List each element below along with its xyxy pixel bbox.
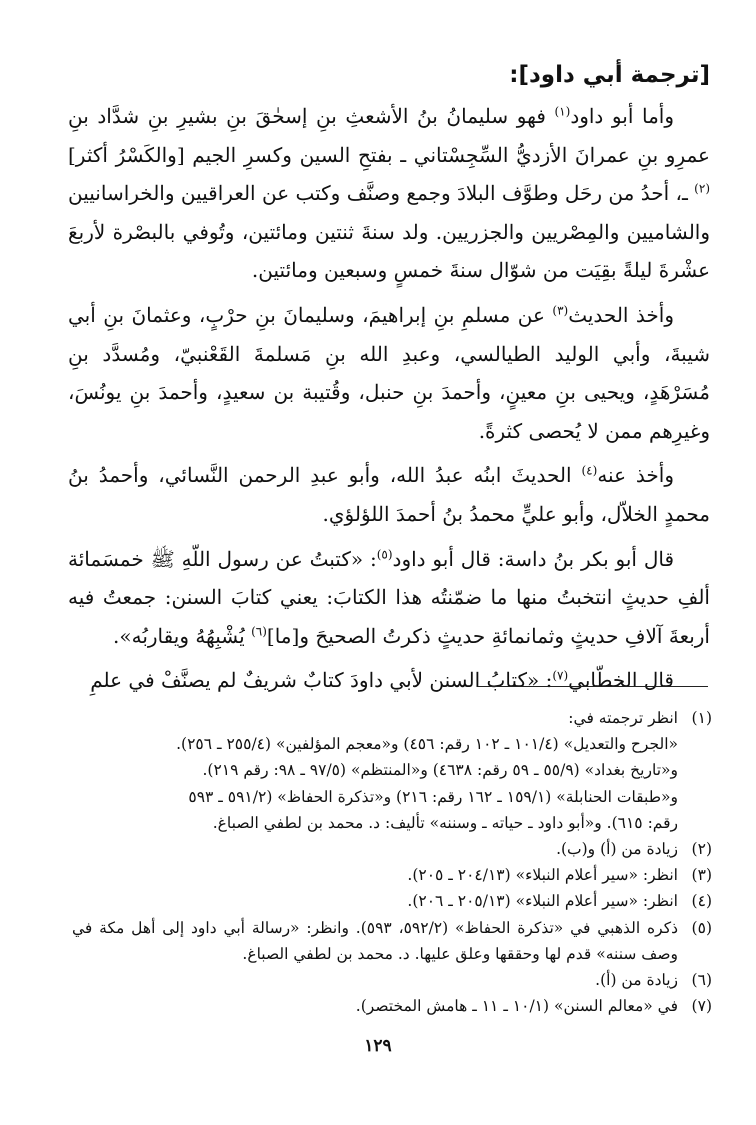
footnote-line: انظر ترجمته في:	[568, 709, 678, 727]
footnote-number: (١)	[691, 709, 712, 727]
footnote-text	[72, 888, 678, 914]
footnote-reference: (٤)	[581, 463, 598, 478]
footnote-reference: (٥)	[376, 546, 393, 561]
paragraph-text: الحديثَ ابنُه عبدُ الله، وأبو عبدِ الرحمن النَّسائي، وأحمدُ بنُ محمدٍ الخلاّل، وأبو عليٍّ محمدُ بنُ أحمدَ اللؤلؤي.	[68, 463, 710, 526]
body-paragraph	[68, 296, 710, 450]
footnote	[72, 967, 712, 993]
paragraph-text: : «كتبتُ عن رسول اللّهِ ﷺ خمسَمائة ألفِ حديثٍ انتخبتُ منها ما ضمّنتُه هذا الكتابَ: يعني كتابَ السنن: جمعتُ فيه أربعةَ آلافِ حديثٍ وثمانمائةِ حديثٍ ذكرتُ الصحيحَ و[ما]	[68, 546, 710, 648]
footnotes	[72, 705, 712, 1019]
paragraph-text: قال الخطّابي	[568, 668, 674, 693]
footnote-line: و«طبقات الحنابلة» (١٥٩/١ ـ ١٦٢ رقم: ٢١٦) و«تذكرة الحفاظ» (٥٩١/٢ ـ ٥٩٣	[188, 787, 678, 806]
body-paragraph	[68, 661, 710, 700]
footnote-line: انظر: «سير أعلام النبلاء» (٢٠٤/١٣ ـ ٢٠٥).	[407, 866, 678, 885]
footnote-line: زيادة من (أ) و(ب).	[556, 840, 678, 859]
footnote-text	[72, 705, 678, 836]
footnote-reference: (٢)	[694, 181, 710, 196]
paragraph-text: وأما أبو داود	[570, 104, 675, 128]
footnote-text	[72, 915, 678, 967]
footnote-number: (٥)	[691, 918, 712, 937]
footnote	[72, 888, 712, 914]
paragraph-text: قال أبو بكر بنُ داسة: قال أبو داود	[392, 546, 675, 571]
footnote-text	[72, 967, 678, 993]
paragraphs	[68, 97, 710, 700]
footnote-number: (٦)	[691, 971, 712, 990]
footnote-line: ذكره الذهبي في «تذكرة الحفاظ» (٥٩٢/٢، ٥٩٣). وانظر: «رسالة أبي داود إلى أهل مكة في وصف سننه» قدم لها وحققها وعلق عليها. د. محمد بن لطفي الصباغ.	[72, 918, 678, 963]
paragraph-text: : «كتابُ السنن لأبي داودَ كتابٌ شريفٌ لم يصنَّفْ في علمِ	[90, 668, 553, 693]
footnote-number: (٢)	[691, 840, 712, 859]
section-heading: [ترجمة أبي داود]:	[509, 62, 710, 88]
footnote-line: رقم: ٦١٥). و«أبو داود ـ حياته ـ وسننه» تأليف: د. محمد بن لطفي الصباغ.	[212, 813, 678, 832]
footnote-number: (٤)	[691, 892, 712, 911]
footnote-reference: (١)	[554, 104, 571, 119]
footnote-line: زيادة من (أ).	[595, 971, 678, 990]
footnote-line: انظر: «سير أعلام النبلاء» (٢٠٥/١٣ ـ ٢٠٦).	[407, 892, 678, 911]
body-paragraph	[68, 540, 710, 656]
footnote-reference: (٧)	[552, 668, 569, 683]
footnote-reference: (٣)	[552, 303, 569, 318]
footnote-text	[72, 836, 678, 862]
main-text	[68, 55, 710, 706]
footnote	[72, 993, 712, 1019]
footnote-number: (٧)	[691, 997, 712, 1016]
footnote-text	[72, 993, 678, 1019]
footnote	[72, 705, 712, 836]
footnote-text	[72, 862, 678, 888]
paragraph-text: فهو سليمانُ بنُ الأشعثِ بنِ إسحٰقَ بنِ بشيرِ بنِ شدَّاد بنِ عمرِو بنِ عمرانَ الأزديُّ السِّجِسْتاني ـ بفتحِ السين وكسرِ الجيم [والكَسْرُ أكثر]	[68, 104, 710, 167]
footnote	[72, 915, 712, 967]
paragraph-text: يُشْبِهُهُ ويقاربُه».	[113, 623, 252, 648]
footnote-line: في «معالم السنن» (١٠/١ ـ ١١ ـ هامش المختصر).	[355, 997, 678, 1016]
footnote-line: و«تاريخ بغداد» (٥٥/٩ ـ ٥٩ رقم: ٤٦٣٨) و«المنتظم» (٩٧/٥ ـ ٩٨: رقم ٢١٩).	[202, 761, 678, 780]
paragraph-text: عن مسلمِ بنِ إبراهيمَ، وسليمانَ بنِ حرْبٍ، وعثمانَ بنِ أبي شيبةَ، وأبي الوليد الطيالسي، وعبدِ الله بنِ مَسلمةَ القَعْنبيّ، ومُسدَّد بنِ مُسَرْهَدٍ، ويحيى بنِ معينٍ، وأحمدَ بنِ حنبل، وقُتيبة بن سعيدٍ، وأحمدَ بنِ يونُسَ، وغيرِهم ممن لا يُحصى كثرةً.	[68, 302, 710, 443]
footnote-separator	[478, 686, 708, 687]
footnote-reference: (٦)	[251, 624, 267, 639]
footnote	[72, 862, 712, 888]
body-paragraph	[68, 456, 710, 533]
body-paragraph	[68, 97, 710, 290]
paragraph-text: وأخذ الحديث	[568, 302, 675, 327]
page-number: ١٢٩	[364, 1036, 392, 1056]
footnote-number: (٣)	[691, 866, 712, 885]
footnote-line: «الجرح والتعديل» (١٠١/٤ ـ ١٠٢ رقم: ٤٥٦) و«معجم المؤلفين» (٢٥٥/٤ ـ ٢٥٦).	[176, 735, 678, 754]
footnote	[72, 836, 712, 862]
paragraph-text: وأخذ عنه	[597, 463, 675, 488]
paragraph-text: ـ، أحدُ من رحَل وطوَّف البلادَ وجمع وصنَّف وكتب عن العراقيين والخراسانيين والشاميين والمِصْريين والجزريين. ولد سنةَ ثنتين ومائتين، وتُوفي بالبصْرة لأربعَ عشْرةَ ليلةً بقِيَت من شوّال سنةَ خمسٍ وسبعين ومائتين.	[67, 181, 710, 283]
